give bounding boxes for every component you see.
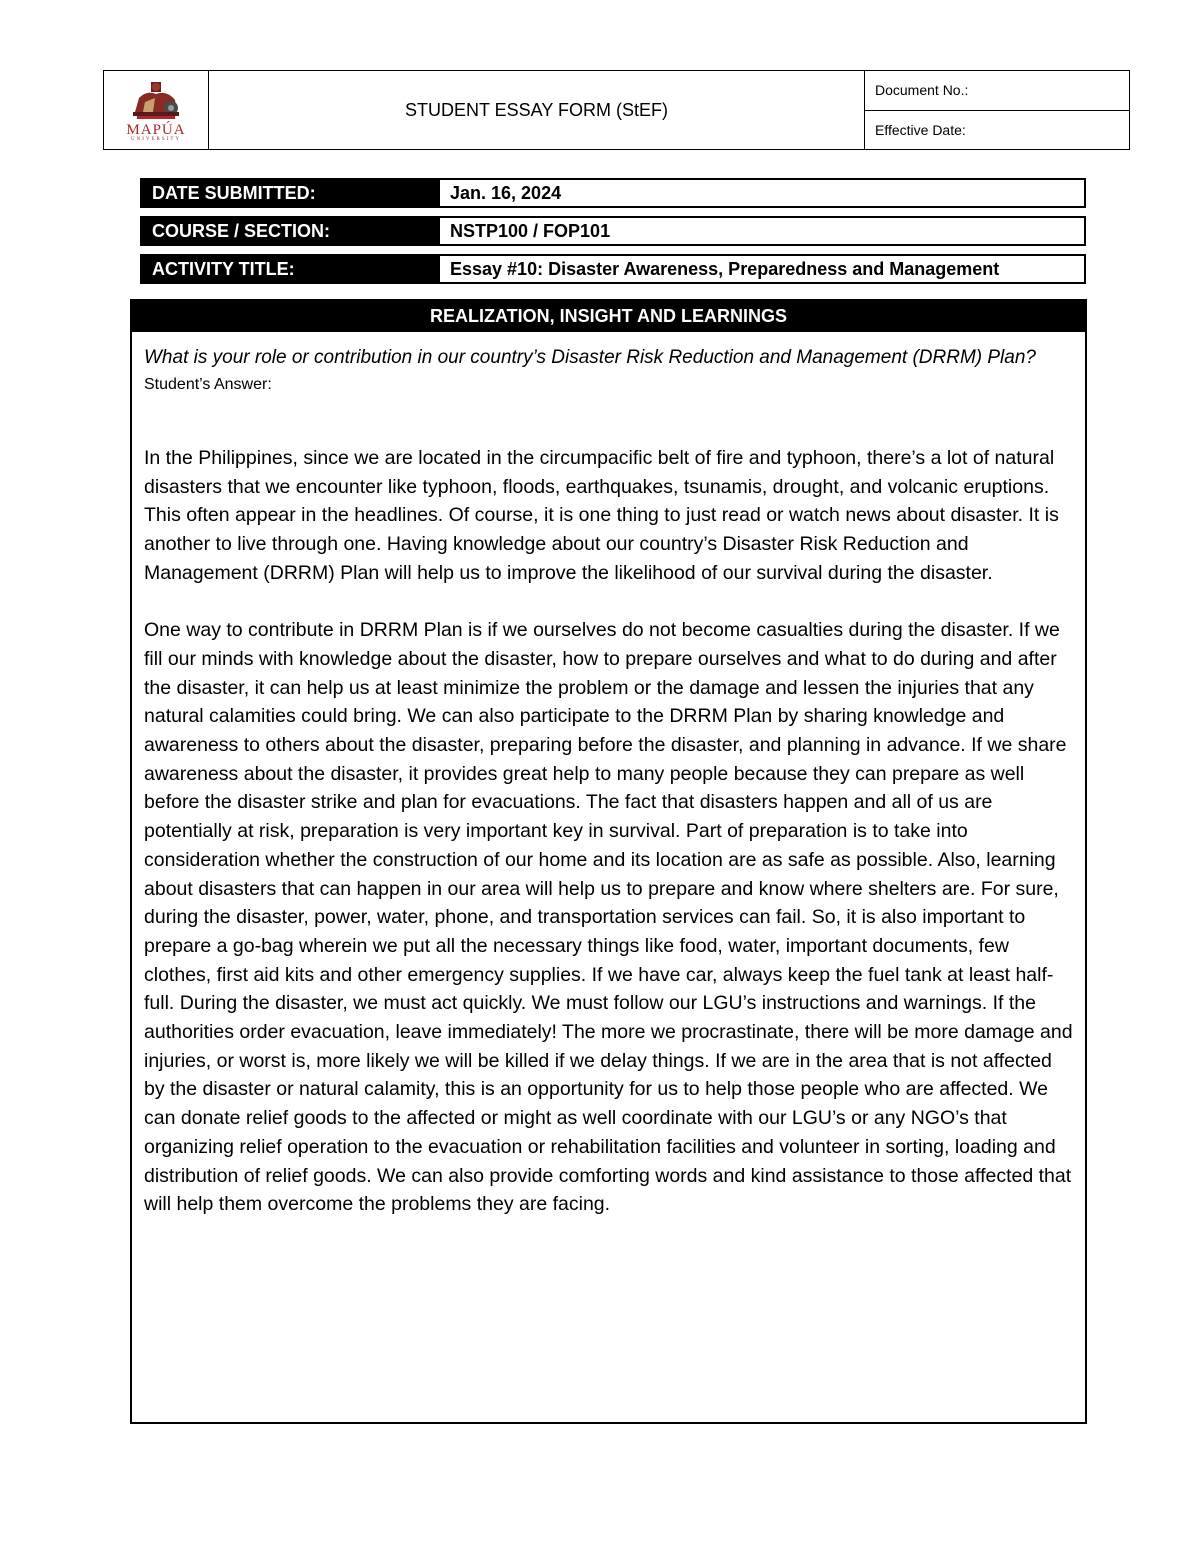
logo-subtext: UNIVERSITY: [131, 136, 181, 142]
answer-label: Student’s Answer:: [144, 376, 272, 393]
university-logo: [104, 71, 209, 149]
activity-title-row: [140, 254, 1086, 284]
essay-paragraph: In the Philippines, since we are located in the circumpacific belt of fire and typhoon, there’s a lot of natural disasters that we encounter like typhoon, floods, earthquakes, tsunamis, drought, and volcanic eruptions. This often appear in the headlines. Of course, it is one thing to just read or watch news about disaster. It is another to live through one. Having knowledge about our country’s Disaster Risk Reduction and Management (DRRM) Plan will help us to improve the likelihood of our survival during the disaster.: [144, 447, 1059, 584]
form-title: STUDENT ESSAY FORM (StEF): [209, 71, 865, 149]
essay-body: [144, 444, 1073, 1219]
course-section-row: [140, 216, 1086, 246]
date-submitted-row: [140, 178, 1086, 208]
document-meta: [865, 71, 1129, 149]
essay-question: What is your role or contribution in our country’s Disaster Risk Reduction and Management (DRRM) Plan?: [144, 347, 1036, 368]
activity-title-value: Essay #10: Disaster Awareness, Preparedness and Management: [438, 254, 1086, 284]
document-no-label: Document No.:: [865, 71, 1129, 111]
seal-icon: [125, 78, 187, 122]
effective-date-label: Effective Date:: [875, 121, 966, 138]
date-submitted-label: DATE SUBMITTED:: [140, 178, 438, 208]
course-section-value: NSTP100 / FOP101: [438, 216, 1086, 246]
form-header: [103, 70, 1130, 150]
activity-title-label: ACTIVITY TITLE:: [140, 254, 438, 284]
date-submitted-value: Jan. 16, 2024: [438, 178, 1086, 208]
course-section-label: COURSE / SECTION:: [140, 216, 438, 246]
section-heading: REALIZATION, INSIGHT AND LEARNINGS: [132, 301, 1085, 332]
essay-paragraph: One way to contribute in DRRM Plan is if we ourselves do not become casualties during the disaster. If we fill our minds with knowledge about the disaster, how to prepare ourselves and what to do during and after the disaster, it can help us at least minimize the problem or the damage and lessen the injuries that any natural calamities could bring. We can also participate to the DRRM Plan by sharing knowledge and awareness to others about the disaster, preparing before the disaster, and planning in advance. If we share awareness about the disaster, it provides great help to many people because they can prepare as well before the disaster strike and plan for evacuations. The fact that disasters happen and all of us are potentially at risk, preparation is very important key in survival. Part of preparation is to take into consideration whether the construction of our home and its location are as safe as possible. Also, learning about disasters that can happen in our area will help us to prepare and know where shelters are. For sure, during the disaster, power, water, phone, and transportation services can fail. So, it is also important to prepare a go-bag wherein we put all the necessary things like food, water, important documents, few clothes, first aid kits and other emergency supplies. If we have car, always keep the fuel tank at least half-full. During the disaster, we must act quickly. We must follow our LGU’s instructions and warnings. If the authorities order evacuation, leave immediately! The more we procrastinate, there will be more damage and injuries, or worst is, more likely we will be killed if we delay things. If we are in the area that is not affected by the disaster or natural calamity, this is an opportunity for us to help those people who are affected. We can donate relief goods to the affected or might as well coordinate with our LGU’s or any NGO’s that organizing relief operation to the evacuation or rehabilitation facilities and volunteer in sorting, loading and distribution of relief goods. We can also provide comforting words and kind assistance to those affected that will help them overcome the problems they are facing.: [144, 619, 1073, 1216]
logo-wordmark: MAPÚA: [126, 121, 186, 138]
essay-section: [130, 299, 1087, 1424]
